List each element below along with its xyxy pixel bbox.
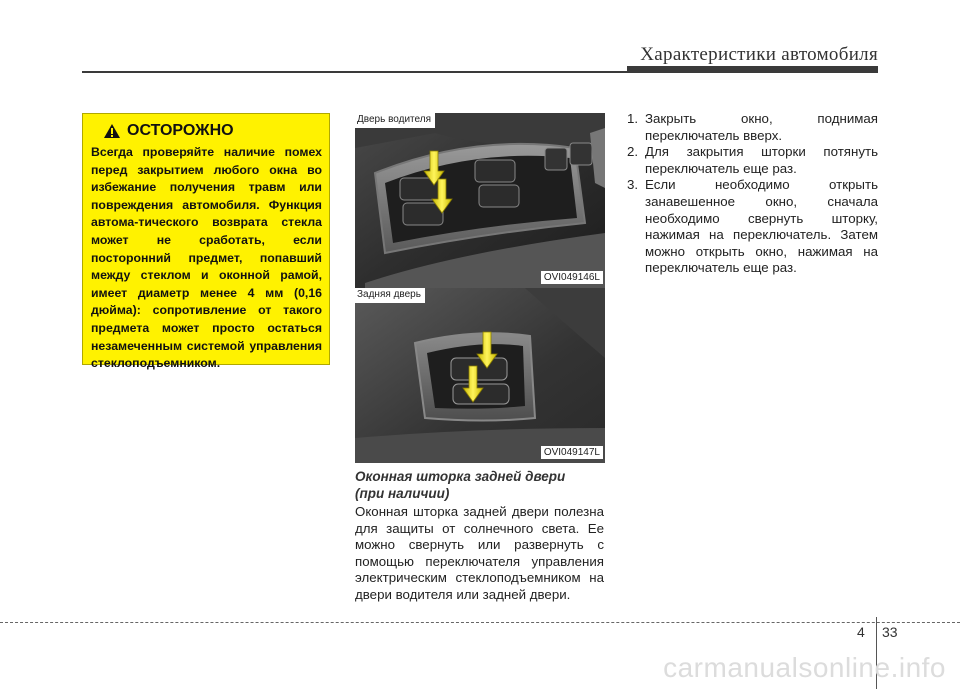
driver-door-photo bbox=[355, 113, 605, 288]
step-number: 2. bbox=[627, 144, 639, 160]
steps-list bbox=[627, 111, 878, 277]
warning-text: Всегда проверяйте наличие помех перед закрытием любого окна во избежание получения травм или повреждения автомобиля. Функция автома-тического возврата стекла может не сработать, если посторонний предмет, попавший между стеклом и оконной рамой, имеет диаметр менее 4 мм (0,16 дюйма): сопротивление от такого предмета может просто остаться незамеченным системой управления стеклоподъемником. bbox=[91, 145, 322, 371]
page-header-title: Характеристики автомобиля bbox=[640, 44, 878, 65]
photo-label-rear-door: Задняя дверь bbox=[355, 288, 425, 303]
footer-rule bbox=[0, 622, 960, 623]
photo-code-driver-door: OVI049146L bbox=[541, 271, 603, 284]
warning-triangle-icon bbox=[103, 123, 121, 139]
photo-label-driver-door: Дверь водителя bbox=[355, 113, 435, 128]
shade-title-line1: Оконная шторка задней двери bbox=[355, 469, 566, 484]
step-text: Для закрытия шторки потянуть переключатель еще раз. bbox=[645, 144, 878, 176]
shade-section-title bbox=[355, 468, 605, 502]
shade-description: Оконная шторка задней двери полезна для защиты от солнечного света. Ее можно свернуть или развернуть с помощью переключателя управления электрическим стеклоподъемником на двери водителя или задней двери. bbox=[355, 504, 604, 602]
step-number: 3. bbox=[627, 177, 639, 193]
chapter-number: 4 bbox=[857, 624, 865, 640]
photo-code-rear-door: OVI049147L bbox=[541, 446, 603, 459]
warning-title: ОСТОРОЖНО bbox=[127, 122, 234, 139]
warning-box bbox=[82, 113, 330, 371]
warning-header bbox=[103, 122, 322, 140]
list-item bbox=[627, 144, 878, 177]
header-rule-accent bbox=[627, 66, 878, 72]
rear-door-switch-image bbox=[355, 288, 605, 463]
list-item bbox=[627, 177, 878, 277]
step-text: Если необходимо открыть занавешенное окно, сначала необходимо свернуть шторку, нажимая на переключатель. Затем можно открыть окно, нажимая на переключатель еще раз. bbox=[645, 177, 878, 276]
step-number: 1. bbox=[627, 111, 639, 126]
rear-door-photo bbox=[355, 288, 605, 463]
page-number: 33 bbox=[882, 624, 898, 640]
watermark: carmanualsonline.info bbox=[663, 652, 946, 683]
step-text: Закрыть окно, поднимая переключатель вверх. bbox=[645, 111, 878, 143]
driver-door-switch-image bbox=[355, 113, 605, 288]
list-item bbox=[627, 111, 878, 144]
shade-title-line2: (при наличии) bbox=[355, 486, 450, 501]
